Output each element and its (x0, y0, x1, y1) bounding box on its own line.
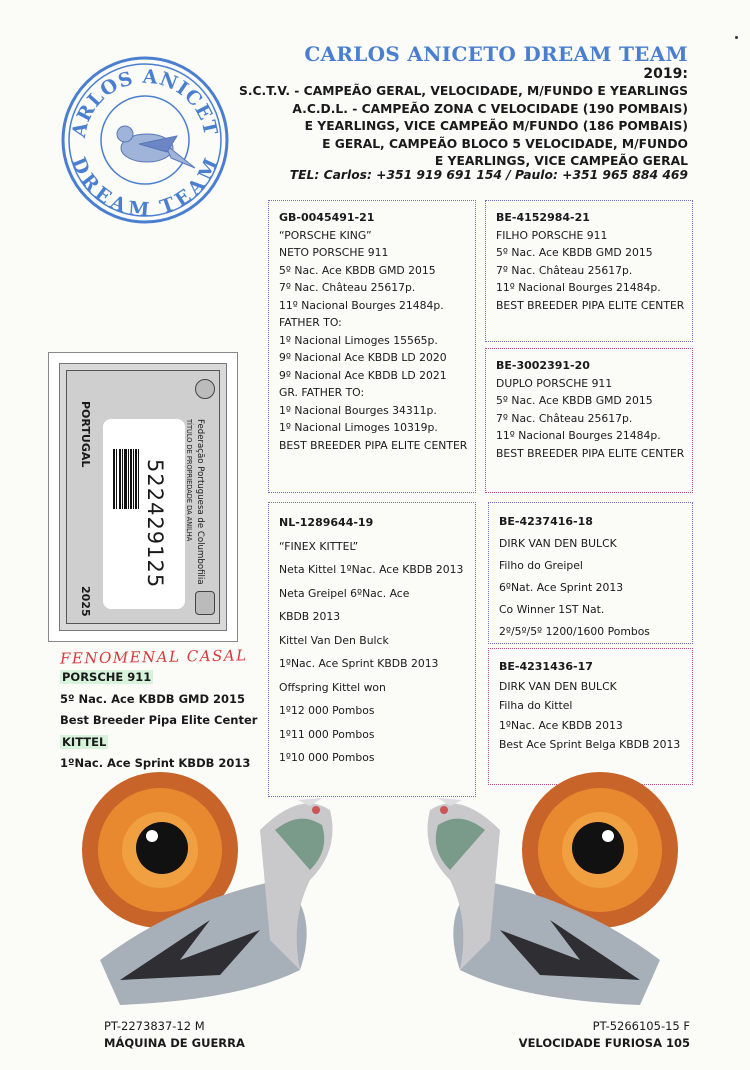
federation-logo-icon (195, 379, 215, 399)
pedigree-line: 5º Nac. Ace KBDB GMD 2015 (279, 263, 436, 277)
pedigree-line: DUPLO PORSCHE 911 (496, 376, 613, 390)
pedigree-line: Kittel Van Den Bulck (279, 633, 389, 647)
team-stamp-logo (55, 48, 235, 228)
barcode-icon (113, 449, 139, 509)
pedigree-line: 7º Nac. Château 25617p. (496, 263, 633, 277)
caption-ring: PT-5266105-15 F (592, 1019, 690, 1033)
achievement-line: S.C.T.V. - CAMPEÃO GERAL, VELOCIDADE, M/FUNDO E YEARLINGS (238, 84, 688, 98)
pedigree-line: 9º Nacional Ace KBDB LD 2021 (279, 368, 447, 382)
ring-number: BE-4152984-21 (496, 211, 590, 224)
couple-summary (60, 667, 257, 775)
handwritten-note: FENOMENAL CASAL (59, 646, 248, 668)
pedigree-line: “FINEX KITTEL” (279, 539, 359, 553)
pedigree-line: 1ºNac. Ace Sprint KBDB 2013 (279, 657, 439, 670)
pedigree-line: 1º12 000 Pombos (279, 704, 375, 717)
pedigree-line: BEST BREEDER PIPA ELITE CENTER (496, 298, 685, 312)
achievement-line: E YEARLINGS, VICE CAMPEÃO M/FUNDO (186 POMBAIS) (304, 119, 688, 134)
pedigree-line: 11º Nacional Bourges 21484p. (496, 429, 661, 442)
caption-ring: PT-2273837-12 M (104, 1019, 205, 1033)
pedigree-line: GR. FATHER TO: (279, 386, 365, 399)
pedigree-line: BEST BREEDER PIPA ELITE CENTER (279, 438, 468, 452)
header-year: 2019: (643, 66, 688, 82)
pedigree-line: Co Winner 1ST Nat. (499, 603, 605, 616)
pedigree-line: 7º Nac. Château 25617p. (496, 411, 633, 425)
pedigree-line: 5º Nac. Ace KBDB GMD 2015 (496, 246, 653, 259)
pedigree-line: Filho do Greipel (499, 559, 583, 572)
pedigree-line: NETO PORSCHE 911 (279, 246, 389, 259)
summary-line: 1ºNac. Ace Sprint KBDB 2013 (60, 756, 251, 770)
federation-crest-icon (195, 591, 215, 615)
pedigree-line: 1ºNac. Ace KBDB 2013 (499, 718, 623, 732)
pigeon-icon (117, 126, 195, 168)
svg-text:CARLOS ANICETO (55, 48, 222, 140)
ring-number: BE-3002391-20 (496, 359, 590, 372)
summary-line: Best Breeder Pipa Elite Center (60, 713, 258, 727)
pedigree-line: Offspring Kittel won (279, 680, 386, 694)
pedigree-line: 11º Nacional Bourges 21484p. (279, 298, 444, 312)
pedigree-box-be3 (488, 502, 693, 644)
pigeon-female-illustration (400, 770, 700, 1020)
caption-female (519, 1018, 690, 1052)
pedigree-line: 1º Nacional Limoges 15565p. (279, 333, 438, 347)
pedigree-line: Neta Kittel 1ºNac. Ace KBDB 2013 (279, 563, 464, 576)
caption-name: VELOCIDADE FURIOSA 105 (518, 1036, 690, 1050)
card-frame (59, 363, 227, 631)
stamp-text-bottom: DREAM TEAM (67, 154, 223, 222)
ring-number: 522429125 (143, 459, 167, 589)
caption-name: MÁQUINA DE GUERRA (104, 1036, 245, 1050)
summary-line: KITTEL (62, 734, 107, 749)
stamp-text-top: ARLOS ANICET (68, 65, 222, 140)
pedigree-box-nl (268, 502, 476, 797)
pedigree-line: 6ºNat. Ace Sprint 2013 (499, 581, 624, 594)
card-panel (66, 370, 220, 624)
pedigree-line: BEST BREEDER PIPA ELITE CENTER (496, 446, 685, 460)
pedigree-line: 2º/5º/5º 1200/1600 Pombos (499, 625, 650, 638)
caption-male (104, 1018, 245, 1052)
pigeon-male-illustration (60, 770, 360, 1020)
pedigree-box-be4 (488, 648, 693, 785)
summary-line: PORSCHE 911 (62, 670, 152, 684)
ring-ownership-card (48, 352, 238, 642)
achievement-line: E GERAL, CAMPEÃO BLOCO 5 VELOCIDADE, M/FUNDO (322, 136, 688, 151)
pedigree-box-be1 (485, 200, 693, 342)
pedigree-line: 5º Nac. Ace KBDB GMD 2015 (496, 394, 653, 407)
pedigree-line: 1º10 000 Pombos (279, 751, 375, 764)
pedigree-line: Neta Greipel 6ºNac. Ace (279, 586, 410, 600)
page-dot (735, 36, 738, 39)
pedigree-line: “PORSCHE KING” (279, 228, 372, 242)
pedigree-box-gb (268, 200, 476, 493)
pedigree-line: 1º Nacional Limoges 10319p. (279, 421, 438, 434)
pedigree-line: Best Ace Sprint Belga KBDB 2013 (499, 738, 681, 751)
ring-number: BE-4231436-17 (499, 660, 593, 673)
page-title: CARLOS ANICETO DREAM TEAM (304, 42, 688, 66)
pedigree-line: FATHER TO: (279, 316, 342, 329)
card-country: PORTUGAL (79, 401, 92, 468)
federation-subtitle: TÍTULO DE PROPRIEDADE DA ANILHA (185, 419, 193, 542)
ring-number: BE-4237416-18 (499, 515, 593, 528)
ring-number: GB-0045491-21 (279, 211, 375, 224)
pedigree-line: KBDB 2013 (279, 610, 341, 623)
svg-text:DREAM TEAM (67, 154, 223, 221)
contact-phones: TEL: Carlos: +351 919 691 154 / Paulo: +351 965 884 469 (289, 168, 688, 182)
summary-line: 5º Nac. Ace KBDB GMD 2015 (60, 691, 246, 706)
pedigree-line: 7º Nac. Château 25617p. (279, 281, 416, 294)
pedigree-line: Filha do Kittel (499, 699, 573, 712)
card-year: 2025 (79, 586, 92, 617)
pedigree-line: 9º Nacional Ace KBDB LD 2020 (279, 351, 447, 364)
pedigree-box-be2 (485, 348, 693, 493)
pedigree-line: 1º11 000 Pombos (279, 727, 375, 741)
federation-name: Federação Portuguesa de Columbofilia (195, 419, 205, 585)
pedigree-line: DIRK VAN DEN BULCK (499, 537, 617, 550)
pedigree-line: DIRK VAN DEN BULCK (499, 679, 617, 693)
ring-number: NL-1289644-19 (279, 516, 374, 529)
pedigree-line: 1º Nacional Bourges 34311p. (279, 403, 437, 417)
pedigree-line: 11º Nacional Bourges 21484p. (496, 281, 661, 294)
pedigree-line: FILHO PORSCHE 911 (496, 228, 608, 242)
header-achievements (239, 83, 688, 171)
achievement-line: E YEARLINGS, VICE CAMPEÃO GERAL (434, 154, 688, 169)
achievement-line: A.C.D.L. - CAMPEÃO ZONA C VELOCIDADE (190 POMBAIS) (292, 101, 688, 116)
barcode-label (103, 419, 185, 609)
